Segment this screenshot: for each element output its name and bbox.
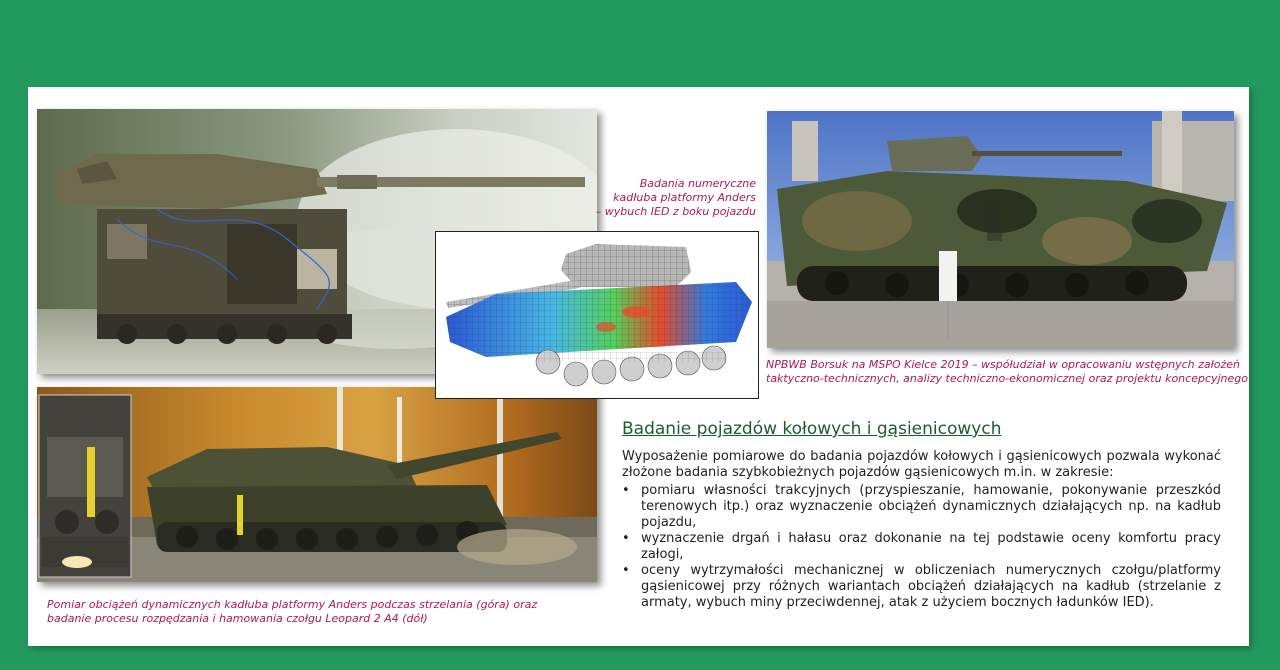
list-item: • pomiaru własności trakcyjnych (przyspieszanie, hamowanie, pokonywanie przeszkód terenowych itp.) oraz wyznaczenie obciążeń dynamicznych działających np. na kadłub pojazdu,	[622, 483, 1221, 531]
section-list	[622, 483, 1221, 611]
section-vehicle-testing	[622, 419, 1221, 611]
caption-fem-line-2: kadłuba platformy Anders	[613, 191, 756, 204]
list-item: • oceny wytrzymałości mechanicznej w obliczeniach numerycznych czołgu/platformy gąsienicowej przy różnych wariantach obciążeń działających na kadłub (strzelanie z armaty, wybuch miny przeciwdennej, atak z użyciem bocznych ładunków IED).	[622, 563, 1221, 611]
photo-borsuk-vehicle	[767, 111, 1234, 348]
section-intro: Wyposażenie pomiarowe do badania pojazdów kołowych i gąsienicowych pozwala wykonać złożone badania szybkobieżnych pojazdów gąsienicowych m.in. w zakresie:	[622, 449, 1221, 480]
photo-leopard-braking	[37, 387, 597, 582]
caption-borsuk-line-1: NPBWB Borsuk na MSPO Kielce 2019 – współudział w opracowaniu wstępnych założeń	[766, 358, 1241, 371]
caption-leopard	[47, 598, 567, 626]
list-item: • wyznaczenie drgań i hałasu oraz dokonanie na tej podstawie oceny komfortu pracy załogi,	[622, 531, 1221, 563]
section-title: Badanie pojazdów kołowych i gąsienicowych	[622, 419, 1002, 439]
caption-fem-line-1: Badania numeryczne	[639, 177, 756, 190]
caption-fem-line-3: – wybuch IED z boku pojazdu	[595, 205, 756, 218]
caption-borsuk-line-2: taktyczno-technicznych, analizy techniczno-ekonomicznej oraz projektu koncepcyjnego	[766, 372, 1249, 385]
caption-leopard-line-2: badanie procesu rozpędzania i hamowania czołgu Leopard 2 A4 (dół)	[47, 612, 428, 625]
slide-panel	[28, 87, 1249, 646]
caption-fem	[586, 177, 756, 219]
photo-fem-simulation	[435, 231, 759, 399]
caption-leopard-line-1: Pomiar obciążeń dynamicznych kadłuba platformy Anders podczas strzelania (góra) oraz	[47, 598, 538, 611]
caption-borsuk	[766, 358, 1249, 386]
